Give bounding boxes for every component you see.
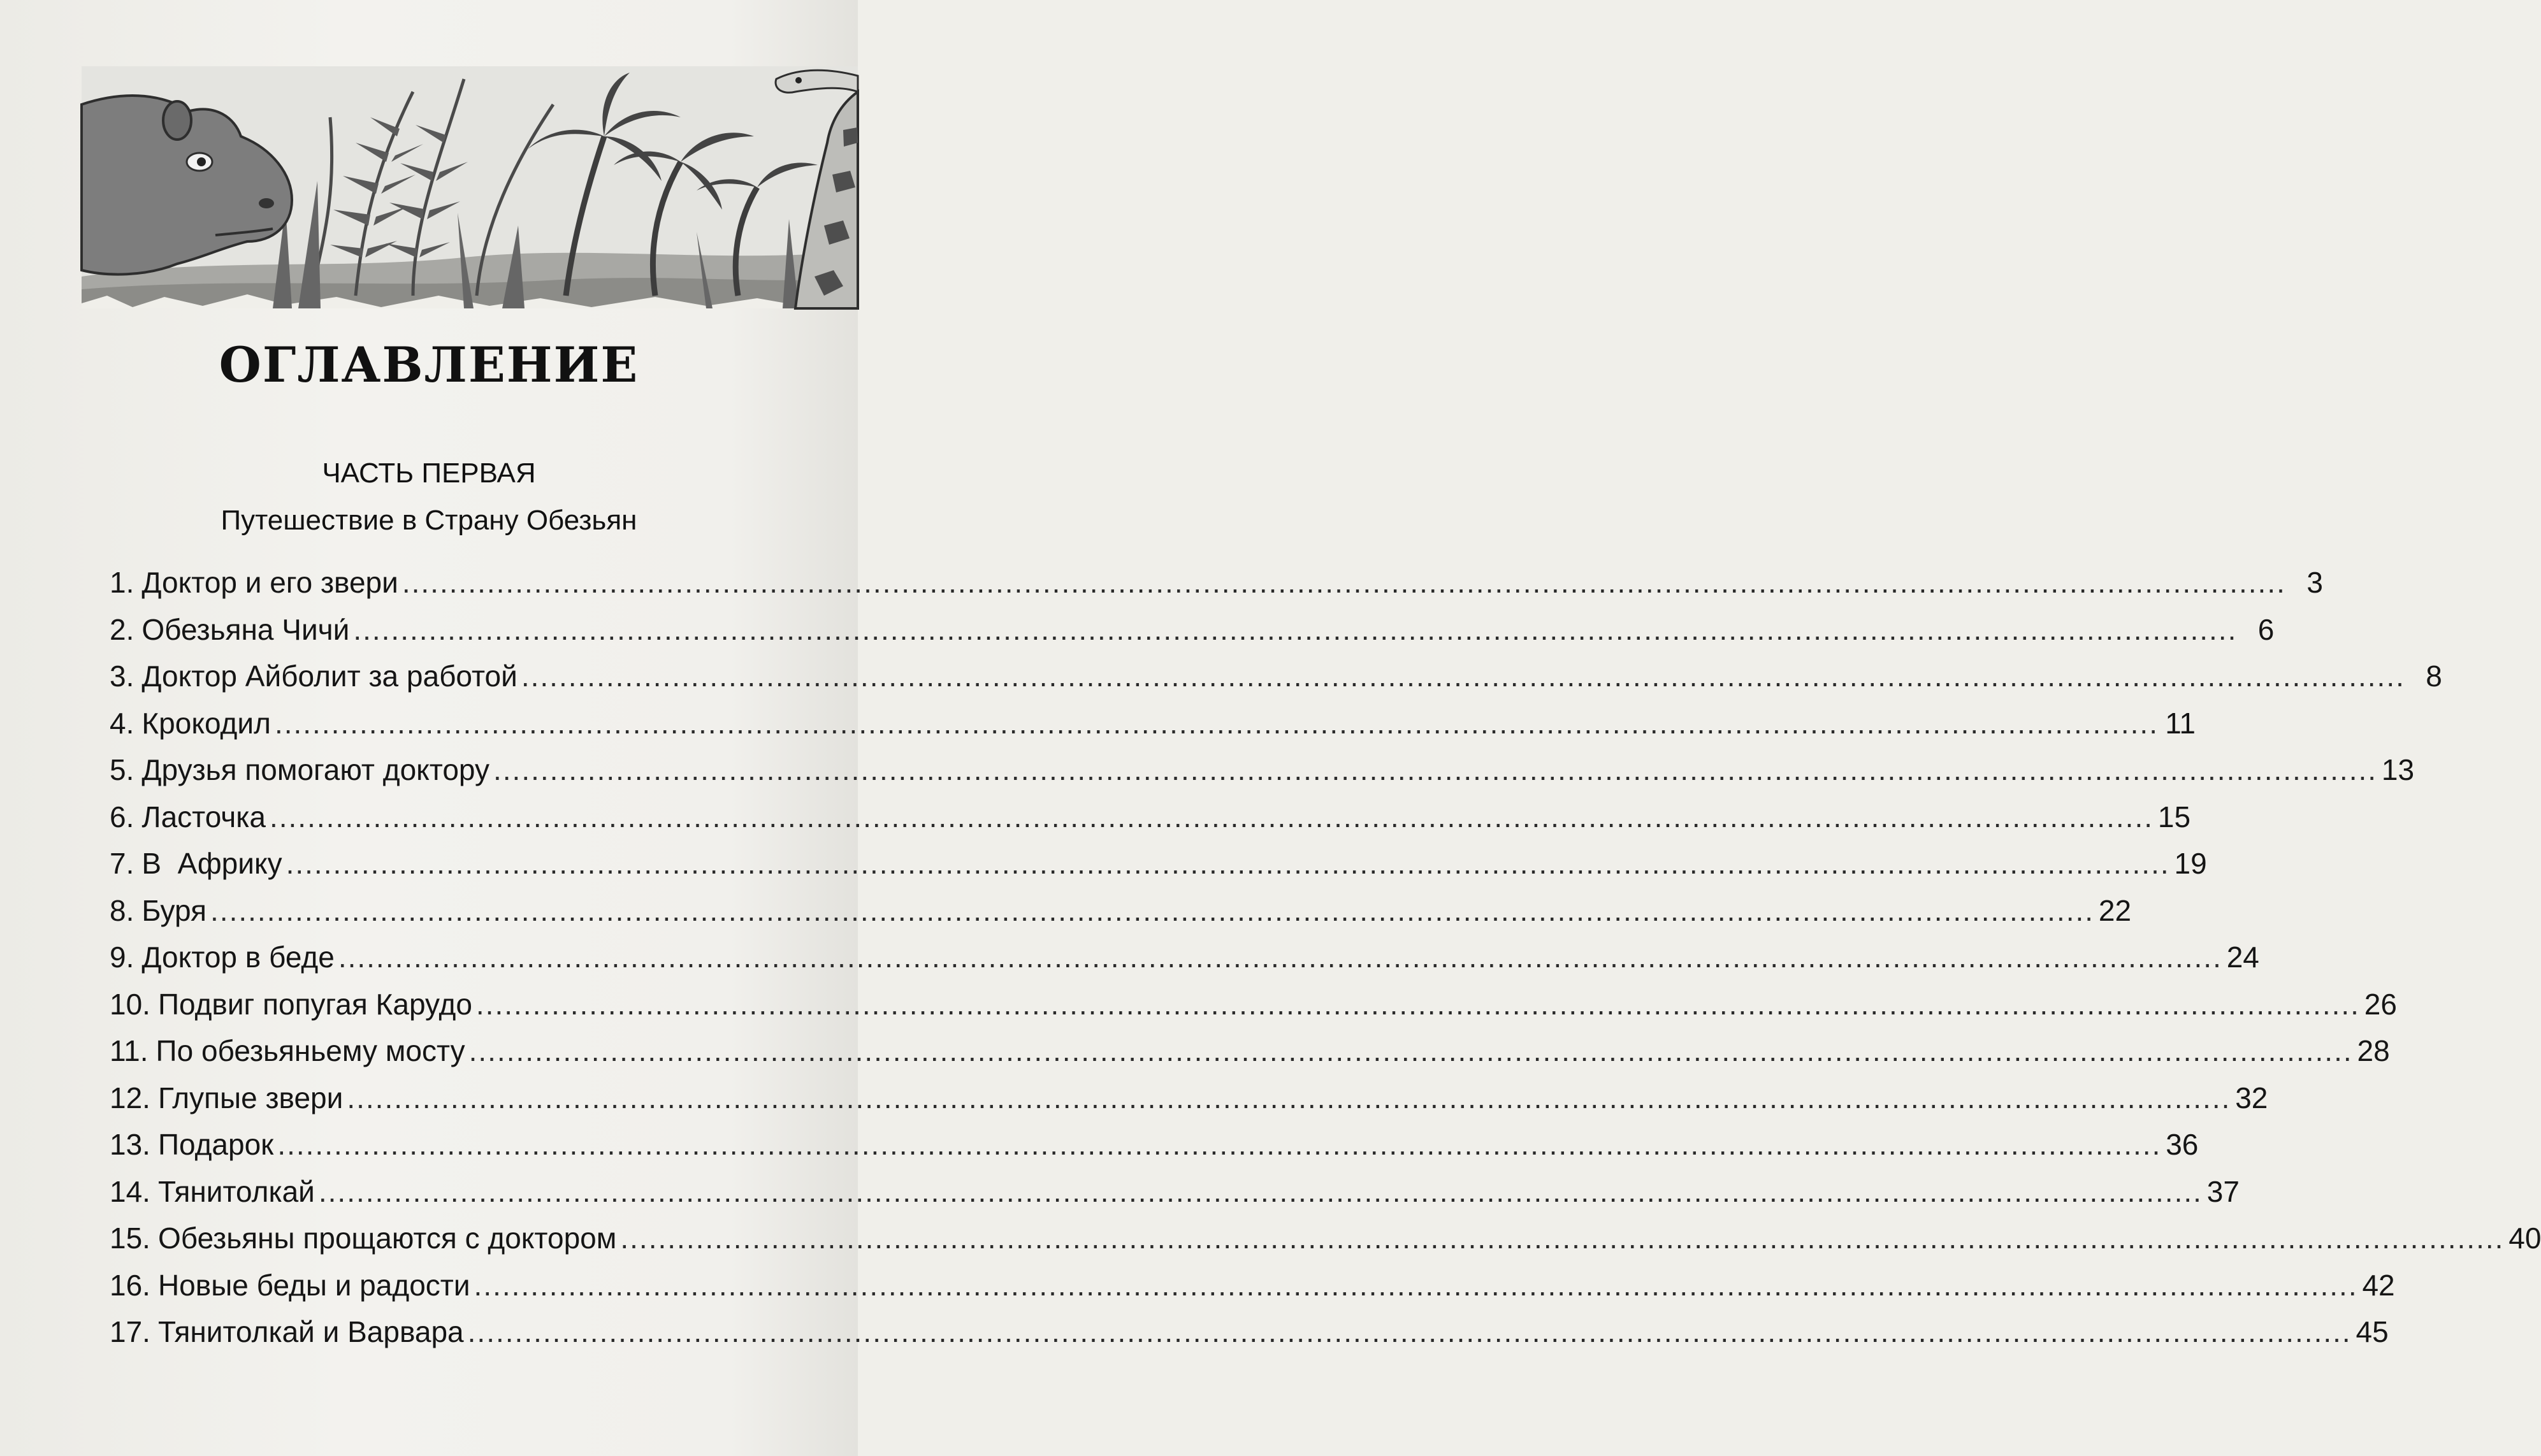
toc-entry-page: 26 bbox=[2364, 987, 2397, 1021]
toc-entry-number: 15. bbox=[110, 1222, 150, 1255]
toc-entry-page: 11 bbox=[2165, 706, 2196, 740]
table-of-contents bbox=[110, 559, 2541, 1356]
toc-entry[interactable] bbox=[110, 888, 2132, 935]
toc-entry[interactable] bbox=[110, 794, 2191, 841]
toc-entry-page: 8 bbox=[2426, 660, 2442, 693]
toc-entry-title: Подарок bbox=[157, 1128, 274, 1161]
toc-entry[interactable] bbox=[110, 1309, 2389, 1356]
toc-entry-number: 1. bbox=[110, 566, 134, 599]
toc-entry-page: 3 bbox=[2306, 566, 2323, 599]
toc-leader-dots: ........................................................................................................................................................................................................ bbox=[347, 1081, 2231, 1114]
toc-entry-title: Доктор в беде bbox=[141, 941, 335, 974]
toc-entry-page: 13 bbox=[2381, 753, 2415, 786]
toc-leader-dots: ........................................................................................................................................................................................................ bbox=[467, 1315, 2352, 1348]
toc-entry[interactable] bbox=[110, 840, 2207, 888]
toc-entry-page: 19 bbox=[2174, 847, 2207, 880]
toc-leader-dots: ........................................................................................................................................................................................................ bbox=[468, 1034, 2353, 1067]
toc-entry[interactable] bbox=[110, 1262, 2395, 1309]
toc-entry-title: По обезьяньему мосту bbox=[156, 1034, 465, 1067]
toc-leader-dots: ........................................................................................................................................................................................................ bbox=[493, 753, 2378, 786]
toc-entry-number: 11. bbox=[110, 1034, 148, 1067]
toc-entry-title: В Африку bbox=[141, 847, 282, 880]
toc-leader-dots: ........................................................................................................................................................................................................ bbox=[521, 660, 2405, 693]
toc-entry-page: 40 bbox=[2508, 1222, 2541, 1255]
toc-entry-page: 28 bbox=[2357, 1034, 2390, 1067]
toc-entry[interactable] bbox=[110, 934, 2259, 981]
toc-leader-dots: ........................................................................................................................................................................................................ bbox=[353, 612, 2238, 646]
toc-entry-number: 6. bbox=[110, 800, 134, 833]
toc-entry-page: 45 bbox=[2356, 1315, 2389, 1348]
toc-entry[interactable] bbox=[110, 559, 2323, 607]
toc-leader-dots: ........................................................................................................................................................................................................ bbox=[318, 1174, 2203, 1208]
toc-leader-dots: ........................................................................................................................................................................................................ bbox=[474, 1268, 2358, 1302]
toc-entry-title: Подвиг попугая Карудо bbox=[157, 987, 472, 1021]
contents-title: ОГЛАВЛЕНИЕ bbox=[219, 336, 639, 393]
toc-entry-page: 32 bbox=[2235, 1081, 2268, 1114]
toc-entry-page: 22 bbox=[2098, 893, 2132, 927]
toc-entry-page: 24 bbox=[2226, 941, 2259, 974]
toc-entry-number: 8. bbox=[110, 893, 134, 927]
toc-entry-title: Тянитолкай и Варвара bbox=[157, 1315, 464, 1348]
toc-entry-title: Тянитолкай bbox=[157, 1174, 315, 1208]
toc-entry-number: 2. bbox=[110, 612, 134, 646]
toc-entry-title: Доктор Айболит за работой bbox=[141, 660, 518, 693]
toc-entry-page: 36 bbox=[2166, 1128, 2199, 1161]
part-subtitle: Путешествие в Страну Обезьян bbox=[221, 505, 637, 536]
toc-leader-dots: ........................................................................................................................................................................................................ bbox=[277, 1128, 2162, 1161]
toc-entry-number: 12. bbox=[110, 1081, 150, 1114]
toc-entry-number: 3. bbox=[110, 660, 134, 693]
toc-leader-dots: ........................................................................................................................................................................................................ bbox=[269, 800, 2154, 833]
toc-leader-dots: ........................................................................................................................................................................................................ bbox=[274, 706, 2159, 740]
toc-entry-title: Ласточка bbox=[141, 800, 266, 833]
toc-entry-title: Новые беды и радости bbox=[157, 1268, 470, 1302]
jungle-illustration-svg bbox=[82, 66, 858, 308]
toc-entry-number: 13. bbox=[110, 1128, 150, 1161]
toc-entry-title: Друзья помогают доктору bbox=[141, 753, 489, 786]
toc-entry[interactable] bbox=[110, 1075, 2268, 1122]
toc-entry-title: Крокодил bbox=[141, 706, 271, 740]
toc-leader-dots: ........................................................................................................................................................................................................ bbox=[210, 893, 2095, 927]
toc-entry-page: 42 bbox=[2362, 1268, 2395, 1302]
toc-leader-dots: ........................................................................................................................................................................................................ bbox=[620, 1222, 2505, 1255]
toc-entry-number: 10. bbox=[110, 987, 150, 1021]
toc-entry-title: Доктор и его звери bbox=[141, 566, 398, 599]
toc-entry-page: 6 bbox=[2257, 612, 2275, 646]
toc-entry[interactable] bbox=[110, 607, 2275, 654]
toc-entry-number: 14. bbox=[110, 1174, 150, 1208]
toc-entry[interactable] bbox=[110, 653, 2442, 700]
toc-entry-page: 15 bbox=[2157, 800, 2191, 833]
jungle-illustration bbox=[82, 66, 858, 308]
toc-entry-number: 17. bbox=[110, 1315, 150, 1348]
toc-entry-title: Глупые звери bbox=[157, 1081, 344, 1114]
toc-entry[interactable] bbox=[110, 1169, 2240, 1216]
toc-entry[interactable] bbox=[110, 747, 2415, 794]
toc-entry-title: Буря bbox=[141, 893, 207, 927]
toc-entry-title: Обезьяны прощаются с доктором bbox=[157, 1222, 617, 1255]
toc-leader-dots: ........................................................................................................................................................................................................ bbox=[338, 941, 2222, 974]
toc-entry-number: 4. bbox=[110, 706, 134, 740]
toc-entry[interactable] bbox=[110, 700, 2196, 747]
toc-entry-number: 16. bbox=[110, 1268, 150, 1302]
toc-entry[interactable] bbox=[110, 981, 2397, 1028]
toc-entry[interactable] bbox=[110, 1121, 2199, 1169]
part-heading: ЧАСТЬ ПЕРВАЯ bbox=[322, 458, 536, 489]
toc-leader-dots: ........................................................................................................................................................................................................ bbox=[475, 987, 2360, 1021]
toc-entry[interactable] bbox=[110, 1028, 2390, 1075]
toc-leader-dots: ........................................................................................................................................................................................................ bbox=[286, 847, 2170, 880]
toc-entry-page: 37 bbox=[2206, 1174, 2240, 1208]
toc-entry[interactable] bbox=[110, 1215, 2541, 1262]
toc-leader-dots: ........................................................................................................................................................................................................ bbox=[402, 566, 2286, 599]
toc-entry-title: Обезьяна Чичи́ bbox=[141, 612, 350, 646]
toc-entry-number: 9. bbox=[110, 941, 134, 974]
toc-entry-number: 7. bbox=[110, 847, 134, 880]
toc-entry-number: 5. bbox=[110, 753, 134, 786]
